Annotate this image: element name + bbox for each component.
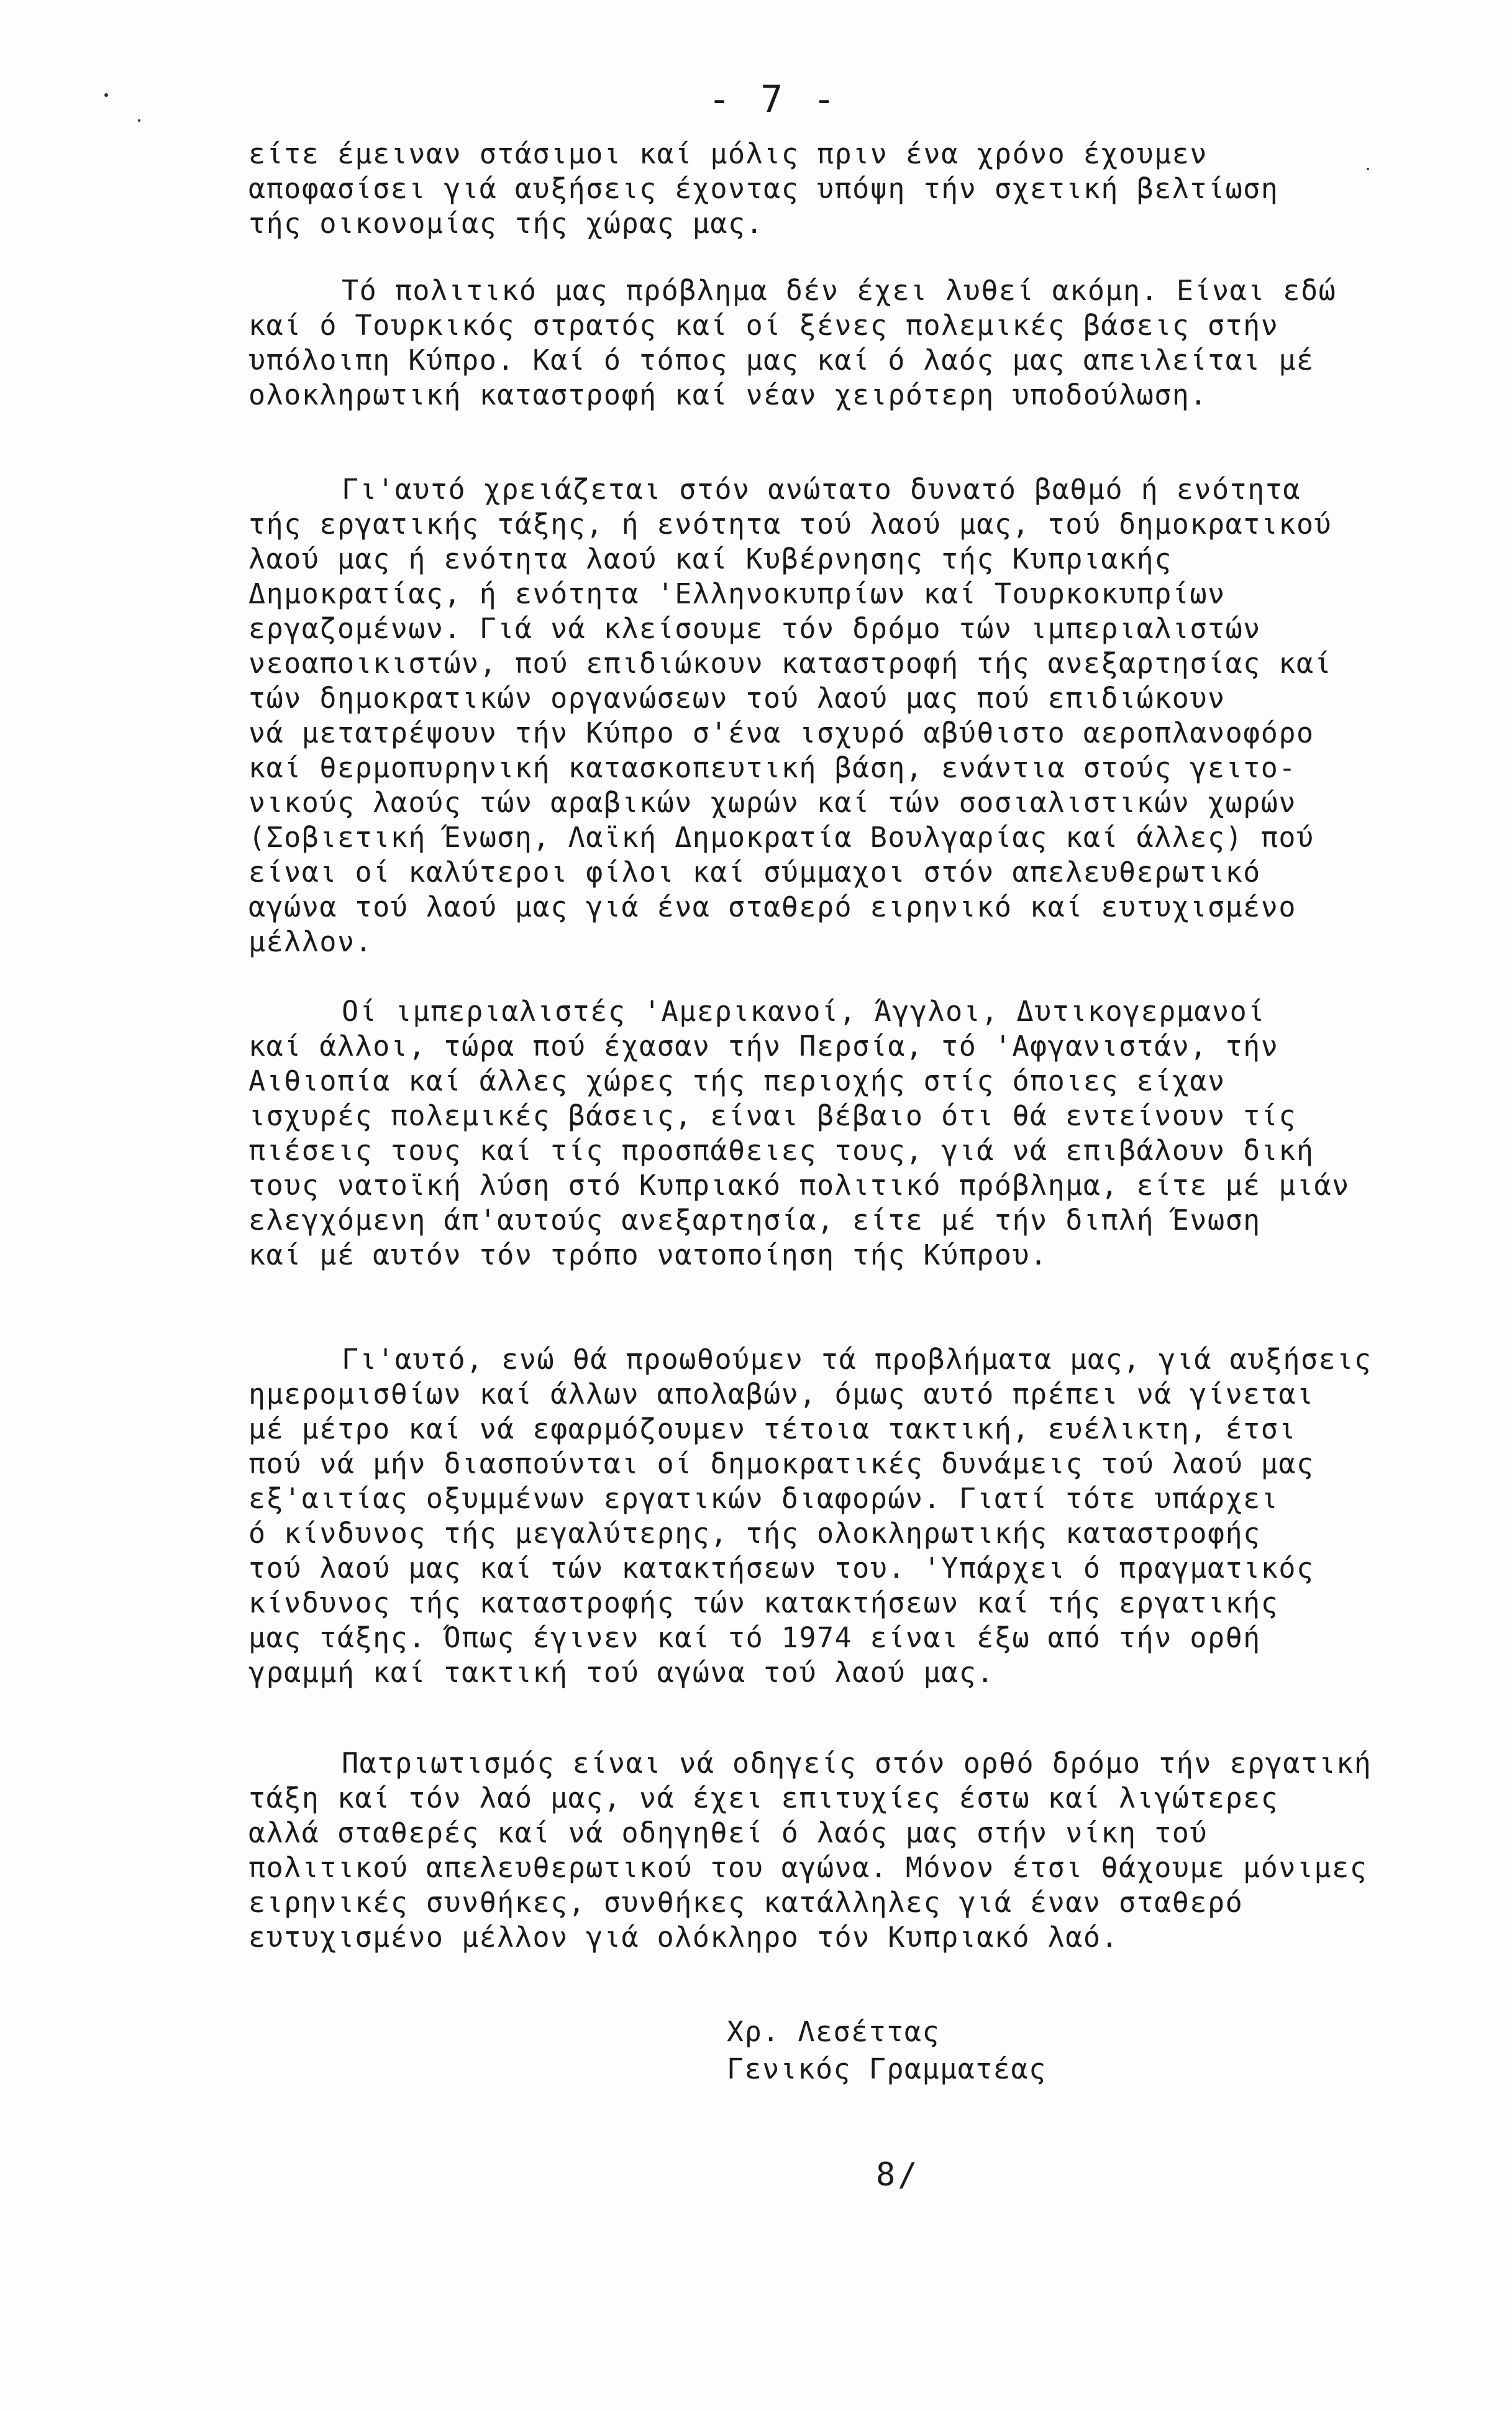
text-line: Αιθιοπία καί άλλες χώρες τής περιοχής στίς όποιες είχαν bbox=[248, 1064, 1226, 1097]
paragraph bbox=[248, 1342, 1404, 1690]
text-line: τους νατοϊκή λύση στό Κυπριακό πολιτικό πρόβλημα, είτε μέ μιάν bbox=[248, 1169, 1350, 1202]
text-line: καί θερμοπυρηνική κατασκοπευτική βάση, ενάντια στούς γειτο- bbox=[248, 751, 1296, 784]
text-line: Δημοκρατίας, ή ενότητα 'Ελληνοκυπρίων καί Τουρκοκυπρίων bbox=[248, 577, 1226, 610]
text-line: νικούς λαούς τών αραβικών χωρών καί τών σοσιαλιστικών χωρών bbox=[248, 786, 1296, 819]
text-line: είτε έμειναν στάσιμοι καί μόλις πριν ένα χρόνο έχουμεν bbox=[248, 137, 1208, 170]
text-line: Πατριωτισμός είναι νά οδηγείς στόν ορθό δρόμο τήν εργατική bbox=[342, 1747, 1372, 1780]
signatory-title: Γενικός Γραμματέας bbox=[727, 2052, 1047, 2085]
scan-speck bbox=[104, 93, 108, 97]
text-line: νεοαποικιστών, πού επιδιώκουν καταστροφή τής ανεξαρτησίας καί bbox=[248, 647, 1332, 680]
text-line: εξ'αιτίας οξυμμένων εργατικών διαφορών. Γιατί τότε υπάρχει bbox=[248, 1482, 1279, 1515]
text-line: νά μετατρέψουν τήν Κύπρο σ'ένα ισχυρό αβύθιστο αεροπλανοφόρο bbox=[248, 716, 1314, 749]
text-line: ό κίνδυνος τής μεγαλύτερης, τής ολοκληρωτικής καταστροφής bbox=[248, 1517, 1261, 1550]
text-line: μέ μέτρο καί νά εφαρμόζουμεν τέτοια τακτική, ευέλικτη, έτσι bbox=[248, 1412, 1296, 1445]
paragraph bbox=[248, 472, 1404, 959]
signature-block bbox=[727, 2013, 1047, 2088]
text-line: τής οικονομίας τής χώρας μας. bbox=[248, 207, 764, 240]
text-line: κίνδυνος τής καταστροφής τών κατακτήσεων καί τής εργατικής bbox=[248, 1586, 1279, 1619]
text-line: είναι οί καλύτεροι φίλοι καί σύμμαχοι στόν απελευθερωτικό bbox=[248, 856, 1261, 889]
text-line: πιέσεις τους καί τίς προσπάθειες τους, γιά νά επιβάλουν δική bbox=[248, 1134, 1314, 1167]
paragraph bbox=[248, 137, 1404, 241]
text-line: μας τάξης. Όπως έγινεν καί τό 1974 είναι έξω από τήν ορθή bbox=[248, 1621, 1261, 1654]
text-line: αλλά σταθερές καί νά οδηγηθεί ό λαός μας στήν νίκη τού bbox=[248, 1816, 1208, 1849]
text-line: υπόλοιπη Κύπρο. Καί ό τόπος μας καί ό λαός μας απειλείται μέ bbox=[248, 344, 1314, 377]
text-line: Γι'αυτό χρειάζεται στόν ανώτατο δυνατό βαθμό ή ενότητα bbox=[342, 473, 1301, 506]
text-line: ειρηνικές συνθήκες, συνθήκες κατάλληλες γιά έναν σταθερό bbox=[248, 1886, 1244, 1919]
signatory-name: Χρ. Λεσέττας bbox=[727, 2015, 940, 2048]
text-line: μέλλον. bbox=[248, 925, 373, 958]
text-line: ευτυχισμένο μέλλον γιά ολόκληρο τόν Κυπριακό λαό. bbox=[248, 1921, 1119, 1954]
text-line: τού λαού μας καί τών κατακτήσεων του. 'Υπάρχει ό πραγματικός bbox=[248, 1552, 1314, 1585]
page-number: - 7 - bbox=[708, 78, 839, 121]
text-line: τάξη καί τόν λαό μας, νά έχει επιτυχίες έστω καί λιγώτερες bbox=[248, 1782, 1279, 1814]
text-line: Τό πολιτικό μας πρόβλημα δέν έχει λυθεί ακόμη. Είναι εδώ bbox=[342, 274, 1337, 307]
text-line: αποφασίσει γιά αυξήσεις έχοντας υπόψη τήν σχετική βελτίωση bbox=[248, 172, 1279, 205]
text-line: ισχυρές πολεμικές βάσεις, είναι βέβαιο ότι θά εντείνουν τίς bbox=[248, 1099, 1296, 1132]
text-line: πού νά μήν διασπούνται οί δημοκρατικές δυνάμεις τού λαού μας bbox=[248, 1447, 1314, 1480]
text-line: Γι'αυτό, ενώ θά προωθούμεν τά προβλήματα μας, γιά αυξήσεις bbox=[342, 1343, 1372, 1376]
text-line: αγώνα τού λαού μας γιά ένα σταθερό ειρηνικό καί ευτυχισμένο bbox=[248, 890, 1296, 923]
text-line: καί ό Τουρκικός στρατός καί οί ξένες πολεμικές βάσεις στήν bbox=[248, 309, 1279, 342]
text-line: (Σοβιετική Ένωση, Λαϊκή Δημοκρατία Βουλγαρίας καί άλλες) πού bbox=[248, 821, 1314, 854]
text-line: καί μέ αυτόν τόν τρόπο νατοποίηση τής Κύπρου. bbox=[248, 1238, 1048, 1271]
text-line: ημερομισθίων καί άλλων απολαβών, όμως αυτό πρέπει νά γίνεται bbox=[248, 1378, 1314, 1411]
text-line: λαού μας ή ενότητα λαού καί Κυβέρνησης τής Κυπριακής bbox=[248, 542, 1172, 575]
text-line: καί άλλοι, τώρα πού έχασαν τήν Περσία, τό 'Αφγανιστάν, τήν bbox=[248, 1030, 1279, 1063]
text-line: τής εργατικής τάξης, ή ενότητα τού λαού μας, τού δημοκρατικού bbox=[248, 508, 1332, 541]
text-line: εργαζομένων. Γιά νά κλείσουμε τόν δρόμο τών ιμπεριαλιστών bbox=[248, 612, 1261, 645]
text-line: τών δημοκρατικών οργανώσεων τού λαού μας πού επιδιώκουν bbox=[248, 682, 1226, 715]
paragraph bbox=[248, 273, 1404, 413]
text-line: ελεγχόμενη άπ'αυτούς ανεξαρτησία, είτε μέ τήν διπλή Ένωση bbox=[248, 1204, 1261, 1237]
text-line: πολιτικού απελευθερωτικού του αγώνα. Μόνον έτσι θάχουμε μόνιμες bbox=[248, 1851, 1368, 1884]
paragraph bbox=[248, 1746, 1404, 1955]
paragraph bbox=[248, 994, 1404, 1273]
text-line: Οί ιμπεριαλιστές 'Αμερικανοί, Άγγλοι, Δυτικογερμανοί bbox=[342, 995, 1265, 1028]
next-page-marker: 8/ bbox=[876, 2156, 920, 2194]
text-line: γραμμή καί τακτική τού αγώνα τού λαού μας. bbox=[248, 1656, 995, 1689]
text-line: ολοκληρωτική καταστροφή καί νέαν χειρότερη υποδούλωση. bbox=[248, 378, 1208, 411]
scan-speck bbox=[138, 119, 140, 122]
